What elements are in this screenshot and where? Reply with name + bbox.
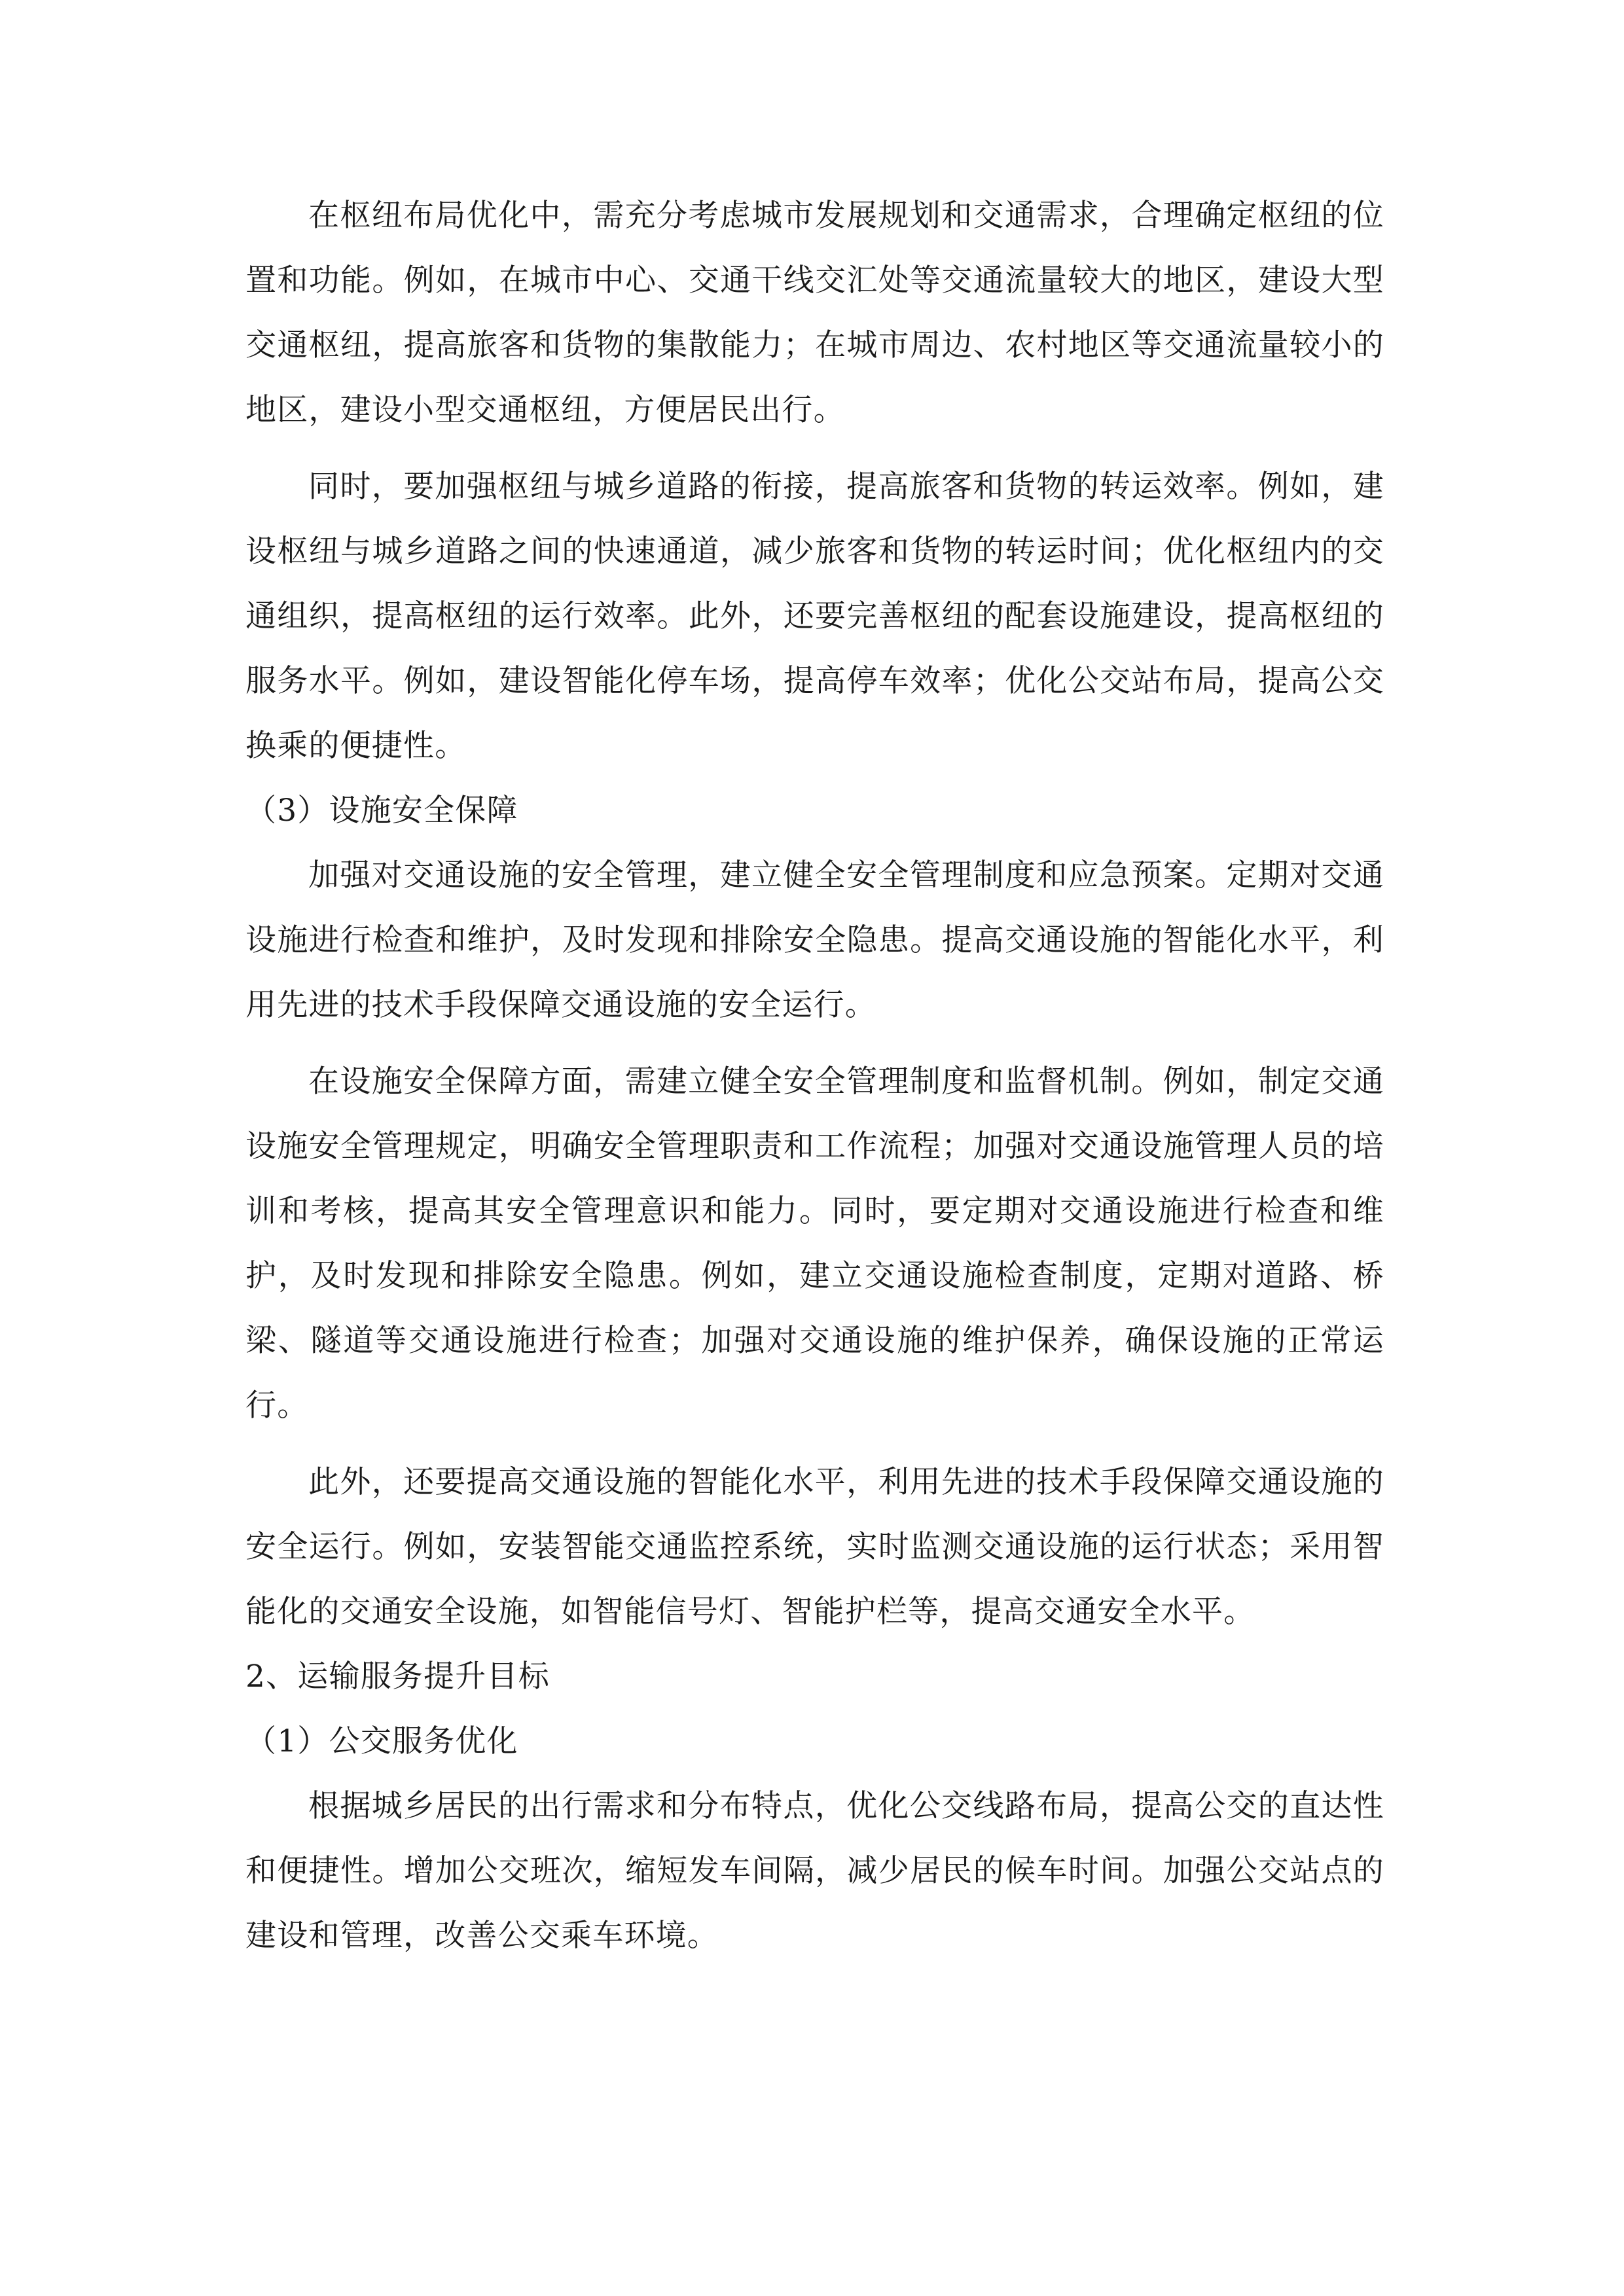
paragraph-bus-optimization: 根据城乡居民的出行需求和分布特点，优化公交线路布局，提高公交的直达性和便捷性。增加公交班次，缩短发车间隔，减少居民的候车时间。加强公交站点的建设和管理，改善公交乘车环境。 (245, 1788, 1384, 1954)
section-heading-transport-service: 2、运输服务提升目标 (245, 1659, 550, 1695)
paragraph-safety-management: 加强对交通设施的安全管理，建立健全安全管理制度和应急预案。定期对交通设施进行检查和维护，及时发现和排除安全隐患。提高交通设施的智能化水平，利用先进的技术手段保障交通设施的安全运行。 (245, 857, 1384, 1023)
subheading-bus-service: （1）公交服务优化 (245, 1723, 518, 1759)
paragraph-hub-layout: 在枢纽布局优化中，需充分考虑城市发展规划和交通需求，合理确定枢纽的位置和功能。例如，在城市中心、交通干线交汇处等交通流量较大的地区，建设大型交通枢纽，提高旅客和货物的集散能力；在城市周边、农村地区等交通流量较小的地区，建设小型交通枢纽，方便居民出行。 (245, 198, 1384, 428)
paragraph-safety-mechanism: 在设施安全保障方面，需建立健全安全管理制度和监督机制。例如，制定交通设施安全管理规定，明确安全管理职责和工作流程；加强对交通设施管理人员的培训和考核，提高其安全管理意识和能力。同时，要定期对交通设施进行检查和维护，及时发现和排除安全隐患。例如，建立交通设施检查制度，定期对道路、桥梁、隧道等交通设施进行检查；加强对交通设施的维护保养，确保设施的正常运行。 (245, 1064, 1384, 1424)
subheading-facility-safety: （3）设施安全保障 (245, 793, 518, 829)
document-body (245, 183, 1384, 1968)
paragraph-hub-connection: 同时，要加强枢纽与城乡道路的衔接，提高旅客和货物的转运效率。例如，建设枢纽与城乡道路之间的快速通道，减少旅客和货物的转运时间；优化枢纽内的交通组织，提高枢纽的运行效率。此外，还要完善枢纽的配套设施建设，提高枢纽的服务水平。例如，建设智能化停车场，提高停车效率；优化公交站布局，提高公交换乘的便捷性。 (245, 469, 1384, 764)
paragraph-smart-facilities: 此外，还要提高交通设施的智能化水平，利用先进的技术手段保障交通设施的安全运行。例如，安装智能交通监控系统，实时监测交通设施的运行状态；采用智能化的交通安全设施，如智能信号灯、智能护栏等，提高交通安全水平。 (245, 1464, 1384, 1630)
